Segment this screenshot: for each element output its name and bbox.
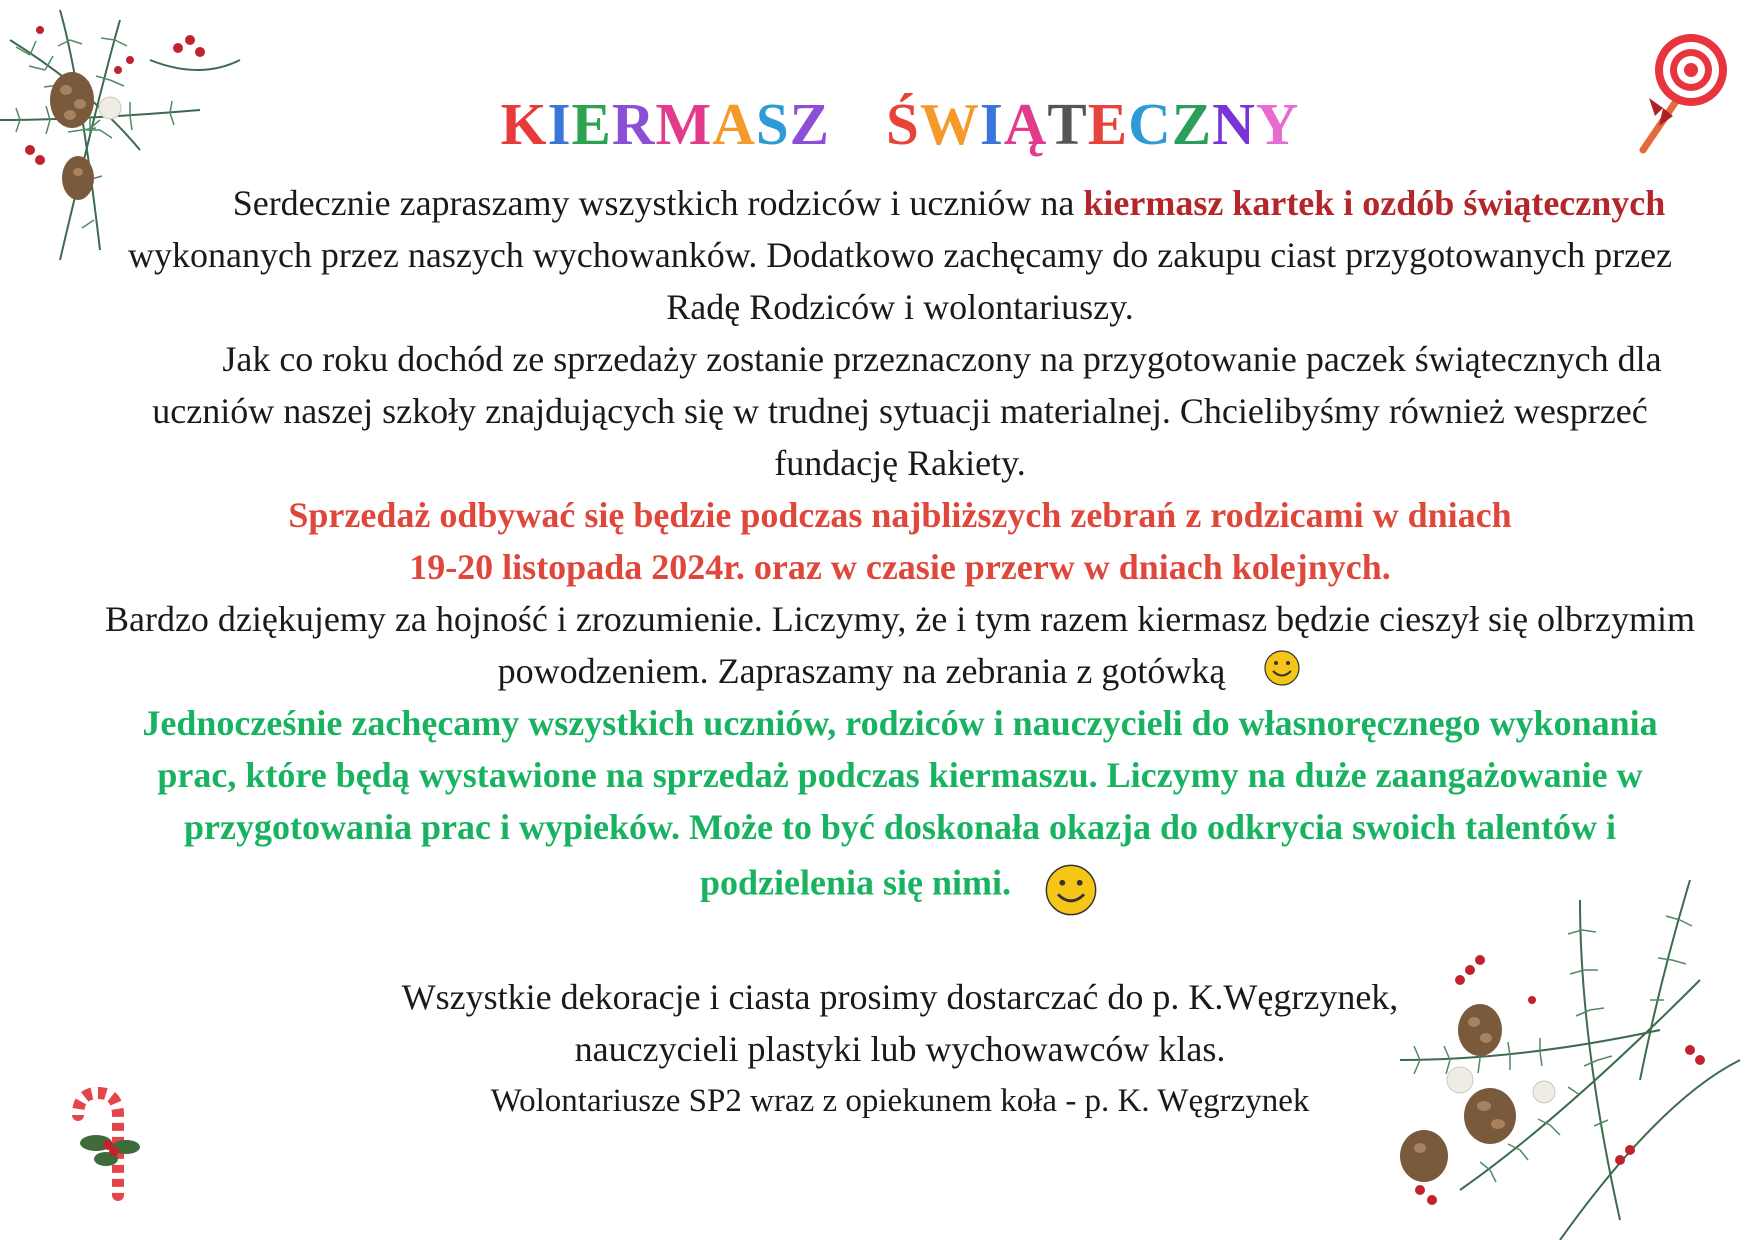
title-letter: A bbox=[712, 91, 756, 157]
title-letter: Z bbox=[1171, 91, 1213, 157]
title-letter: N bbox=[1212, 91, 1256, 157]
paragraph-thanks: Bardzo dziękujemy za hojność i zrozumienie. Liczymy, że i tym razem kiermasz będzie cieszył się olbrzymim powodzeniem. Zapraszamy na zebrania z gotówką bbox=[104, 599, 1696, 691]
signature: Wolontariusze SP2 wraz z opiekunem koła - p. K. Węgrzynek bbox=[490, 1083, 1310, 1119]
title-letter: M bbox=[655, 91, 713, 157]
title-letter: Z bbox=[789, 91, 830, 157]
title-letter: Ś bbox=[886, 91, 920, 157]
title-letter: I bbox=[979, 91, 1004, 157]
title-letter: C bbox=[1128, 91, 1172, 157]
title-letter: E bbox=[1087, 91, 1129, 157]
title-letter: W bbox=[919, 91, 980, 157]
paragraph-encouragement: Jednocześnie zachęcamy wszystkich uczniów, rodziców i nauczycieli do własnoręcznego wykonania prac, które będą wystawione na sprzedaż podczas kiermaszu. Liczymy na duże zaangażowanie w przygotowania prac i wypieków. Może to być doskonała okazja do odkrycia swoich talentów i podzielenia się nimi. bbox=[100, 697, 1700, 919]
title-letter: T bbox=[1047, 91, 1088, 157]
smiley-icon bbox=[1042, 861, 1100, 919]
title-letter: Ą bbox=[1003, 91, 1048, 157]
title-letter: E bbox=[571, 91, 612, 157]
main-text bbox=[100, 177, 1700, 1127]
title-letter: K bbox=[500, 91, 548, 157]
title-letter: I bbox=[547, 91, 572, 157]
title-letter: Y bbox=[1255, 91, 1300, 157]
title-letter: R bbox=[611, 91, 656, 157]
title-word-1 bbox=[501, 91, 830, 157]
paragraph-invitation: Serdecznie zapraszamy wszystkich rodziców i uczniów na kiermasz kartek i ozdób świątecznych wykonanych przez naszych wychowanków. Dodatkowo zachęcamy do zakupu ciast przygotowanych przez Radę Rodziców i wolontariuszy. bbox=[127, 183, 1673, 327]
smiley-icon bbox=[1262, 648, 1302, 688]
delivery-info: Wszystkie dekoracje i ciasta prosimy dostarczać do p. K.Węgrzynek, nauczycieli plastyki lub wychowawców klas. bbox=[401, 977, 1399, 1069]
paragraph-purpose: Jak co roku dochód ze sprzedaży zostanie przeznaczony na przygotowanie paczek świątecznych dla uczniów naszej szkoły znajdujących się w trudnej sytuacji materialnej. Chcielibyśmy również wesprzeć fundację Rakiety. bbox=[152, 339, 1662, 483]
page-title bbox=[0, 92, 1748, 156]
title-word-2 bbox=[886, 91, 1299, 157]
title-letter: S bbox=[755, 91, 790, 157]
sale-info: Sprzedaż odbywać się będzie podczas najbliższych zebrań z rodzicami w dniach 19-20 listopada 2024r. oraz w czasie przerw w dniach kolejnych. bbox=[288, 495, 1512, 587]
highlight-fair: kiermasz kartek i ozdób świątecznych bbox=[1083, 183, 1666, 223]
